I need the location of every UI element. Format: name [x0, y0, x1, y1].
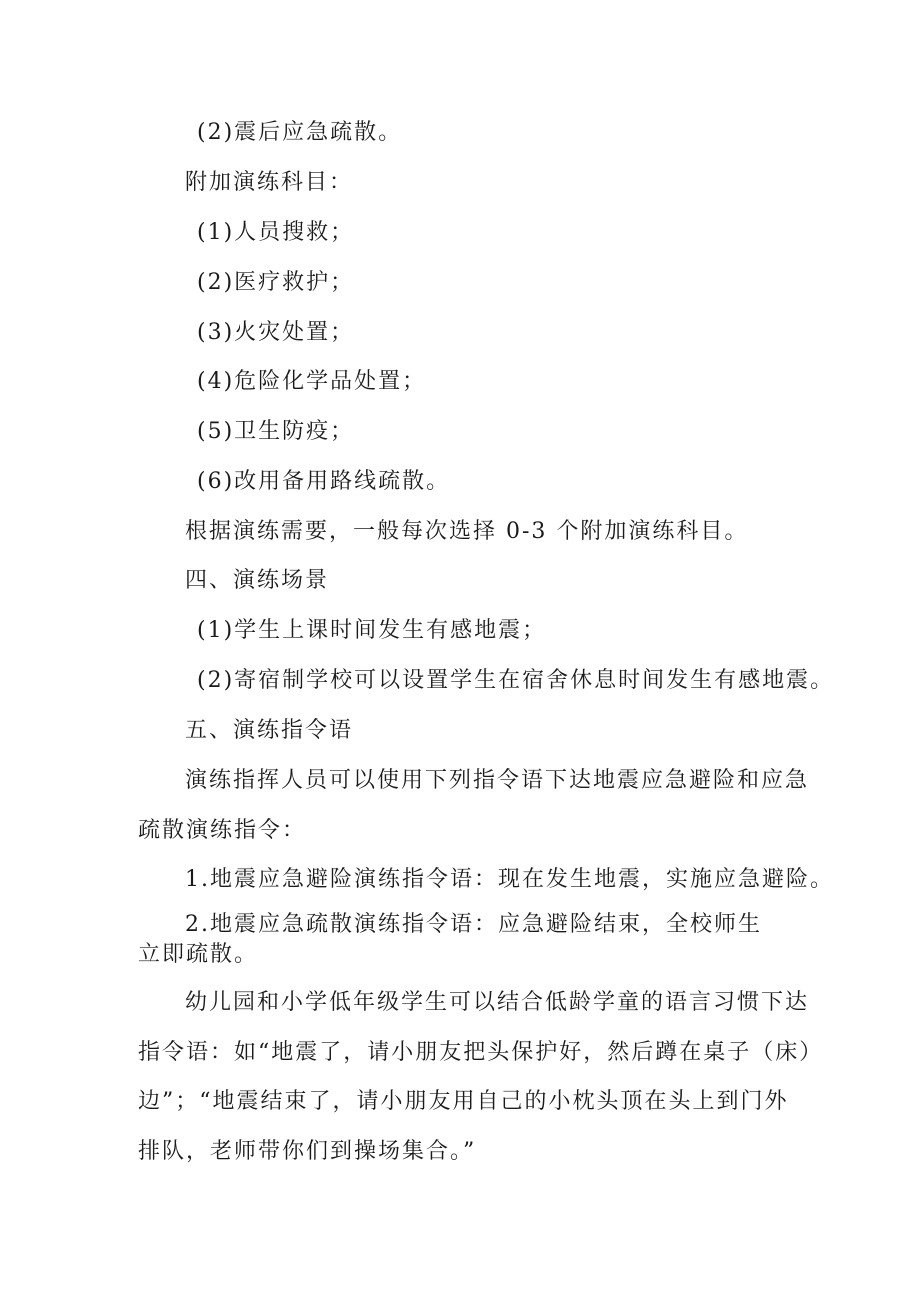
text-line: (2)震后应急疏散。: [197, 120, 403, 145]
text-line: 指令语：如“地震了，请小朋友把头保护好，然后蹲在桌子（床）: [138, 1040, 824, 1065]
section-heading: 五、演练指令语: [185, 718, 354, 743]
text-line: (5)卫生防疫；: [197, 419, 355, 444]
section-heading: 四、演练场景: [185, 568, 330, 593]
text-line: 排队，老师带你们到操场集合。”: [138, 1139, 477, 1164]
text-line: 1.地震应急避险演练指令语：现在发生地震，实施应急避险。: [185, 867, 834, 892]
text-line: 根据演练需要，一般每次选择 0-3 个附加演练科目。: [185, 519, 749, 544]
text-line: (1)学生上课时间发生有感地震；: [197, 618, 547, 643]
text-line: (3)火灾处置；: [197, 320, 355, 345]
text-line: 2.地震应急疏散演练指令语：应急避险结束，全校师生: [185, 912, 762, 937]
text-line: (2)寄宿制学校可以设置学生在宿舍休息时间发生有感地震。: [197, 668, 835, 693]
text-line: 附加演练科目：: [185, 170, 354, 195]
text-line: 疏散演练指令：: [138, 818, 307, 843]
text-line: (6)改用备用路线疏散。: [197, 469, 451, 494]
text-line: (1)人员搜救；: [197, 220, 355, 245]
text-line: 边”；“地震结束了，请小朋友用自己的小枕头顶在头上到门外: [138, 1089, 789, 1114]
text-line: 演练指挥人员可以使用下列指令语下达地震应急避险和应急: [185, 768, 810, 793]
text-line: 立即疏散。: [138, 942, 259, 967]
text-line: (2)医疗救护；: [197, 270, 355, 295]
text-line: 幼儿园和小学低年级学生可以结合低龄学童的语言习惯下达: [185, 990, 810, 1015]
text-line: (4)危险化学品处置；: [197, 369, 427, 394]
